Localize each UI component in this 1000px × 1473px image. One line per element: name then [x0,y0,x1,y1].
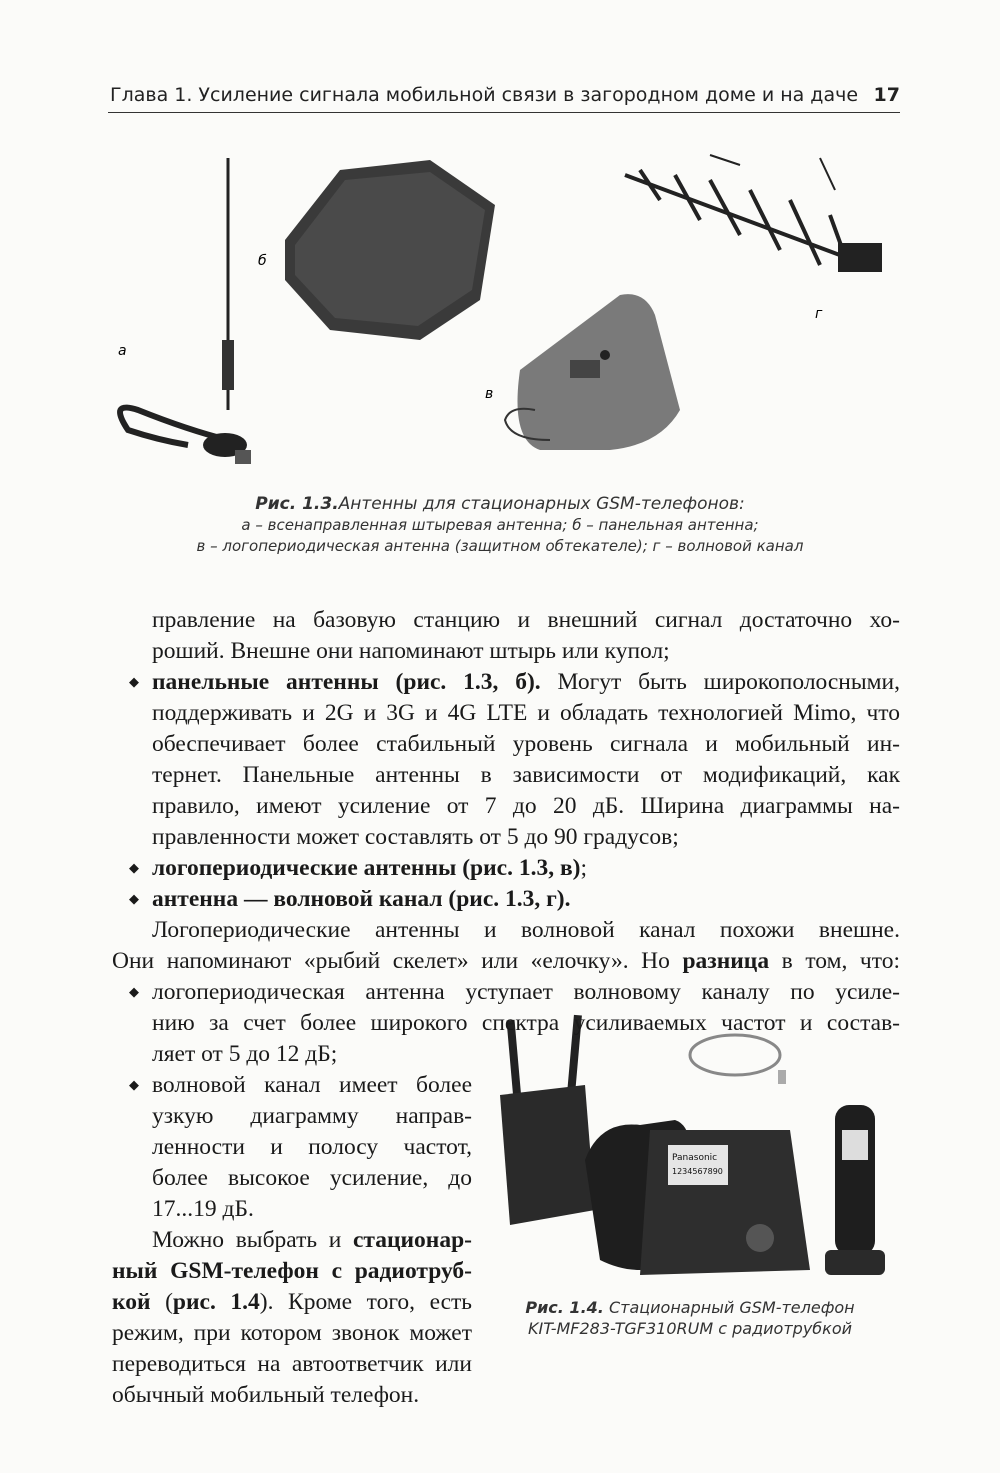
bullet-icon: ◆ [129,861,139,876]
chapter-title: Глава 1. Усиление сигнала мобильной связи в загородном доме и на даче [110,84,859,106]
text-line [152,1132,472,1163]
label-g: г [815,306,823,322]
text-line [112,1380,472,1411]
text-segment: ; [580,855,587,881]
text-segment: в том, что: [769,948,900,974]
bullet-icon: ◆ [129,892,139,907]
text-line [152,605,900,636]
bold-text: разница [682,948,770,974]
text-segment: волновой канал имеет более [152,1072,472,1098]
bullet-icon: ◆ [129,675,139,690]
bullet-icon: ◆ [129,1078,139,1093]
text-line [152,698,900,729]
caption-line: а – всенаправленная штыревая антенна; б – панельная антенна; [241,516,759,534]
text-line [152,1225,472,1256]
yagi-antenna-image [625,155,880,270]
text-line [112,1318,472,1349]
bold-text: антенна — волновой канал (рис. 1.3, г). [152,886,571,912]
text-line [152,1101,472,1132]
text-line [112,946,900,977]
bold-text: логопериодические антенны (рис. 1.3, в) [152,855,581,881]
text-segment: режим, при котором звонок может [112,1320,472,1346]
text-line [112,1349,472,1380]
text-line [152,1194,472,1225]
bold-text: стационар- [352,1227,472,1253]
text-segment: обычный мобильный телефон. [112,1382,420,1408]
cable-image [690,1035,786,1084]
text-segment: ляет от 5 до 12 дБ; [152,1041,338,1067]
text-segment: нию за счет более широкого спектра усиливаемых частот и состав- [152,1010,900,1036]
text-segment: Можно выбрать и [152,1227,353,1253]
text-segment: правило, имеют усиление от 7 до 20 дБ. Ширина диаграммы на- [152,793,900,819]
figure-1-4-caption [490,1297,890,1339]
label-b: б [258,253,267,269]
text-segment: ). Кроме того, есть [259,1289,473,1315]
router-image [500,1015,595,1225]
text-segment: узкую диаграмму направ- [152,1103,472,1129]
label-a: а [118,343,127,359]
text-segment: 17...19 дБ. [152,1196,254,1222]
desk-phone-image [585,1120,810,1275]
bold-text: кой [112,1289,151,1315]
text-line [152,760,900,791]
figure-1-4-image [490,1010,900,1290]
text-line [152,1039,472,1070]
text-segment: ( [150,1289,173,1315]
text-line [152,822,900,853]
caption-title: Антенны для стационарных GSM-телефонов: [338,494,745,514]
text-segment: обеспечивает более стабильный уровень сигнала и мобильный ин- [152,731,900,757]
text-segment: поддерживать и 2G и 3G и 4G LTE и обладать технологией Mimo, что [152,700,900,726]
caption-prefix: Рис. 1.4. [525,1298,604,1317]
text-segment: правление на базовую станцию и внешний сигнал достаточно хо- [152,607,900,633]
text-line [152,729,900,760]
text-line [152,1163,472,1194]
running-header [110,84,900,106]
caption-line: в – логопериодическая антенна (защитном обтекателе); г – волновой канал [196,537,804,555]
caption-line: KIT-MF283-TGF310RUM с радиотрубкой [527,1319,853,1338]
log-periodic-antenna-image [505,294,680,450]
text-line [152,915,900,946]
text-segment: тернет. Панельные антенны в зависимости от модификаций, как [152,762,900,788]
text-segment: Могут быть широкополосными, [540,669,900,695]
text-line [152,791,900,822]
whip-antenna-image [120,158,251,464]
text-segment: роший. Внешне они напоминают штырь или купол; [152,638,670,664]
caption-line: Стационарный GSM-телефон [608,1298,855,1317]
text-segment: Логопериодические антенны и волновой канал похожи внешне. [152,917,900,943]
text-line [152,853,900,884]
text-segment: Они напоминают «рыбий скелет» или «елочку». Но [112,948,683,974]
label-v: в [485,386,494,402]
bold-text: панельные антенны (рис. 1.3, б). [152,669,541,695]
text-line [152,1008,900,1039]
text-line [152,1070,472,1101]
text-segment: переводиться на автоответчик или [112,1351,472,1377]
figure-1-3-image [100,150,900,480]
text-segment: ленности и полосу частот, [152,1134,472,1160]
text-line [152,667,900,698]
text-line [152,884,900,915]
bold-text: рис. 1.4 [172,1289,260,1315]
text-line [112,1287,472,1318]
text-segment: более высокое усиление, до [152,1165,472,1191]
text-line [112,1256,472,1287]
text-line [152,977,900,1008]
figure-1-3-caption [100,494,900,557]
caption-prefix: Рис. 1.3. [255,494,339,514]
phone-brand: Panasonic [672,1153,718,1163]
handset-image [825,1105,885,1275]
bold-text: ный GSM-телефон с радиотруб- [112,1258,472,1284]
text-line [152,636,900,667]
bullet-icon: ◆ [129,985,139,1000]
page-number: 17 [873,84,900,106]
text-segment: логопериодическая антенна уступает волновому каналу по усиле- [152,979,900,1005]
header-rule [108,112,900,113]
phone-display: 1234567890 [672,1167,723,1176]
text-segment: правленности может составлять от 5 до 90 градусов; [152,824,679,850]
panel-antenna-image [285,160,495,340]
